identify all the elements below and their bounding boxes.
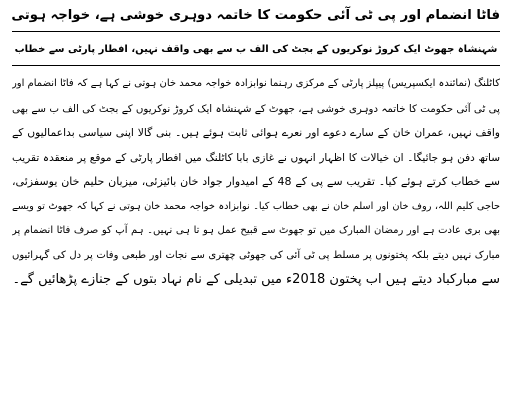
- body-line: پی ٹی آئی حکومت کا خاتمہ دوہری خوشی ہے، جھوٹ کے شہنشاہ ایک کروڑ نوکریوں کے بجٹ کی الف ب سے بھی: [12, 102, 500, 115]
- headline-line-2: شہنشاہ جھوٹ ایک کروڑ نوکریوں کے بجٹ کی الف ب سے بھی واقف نہیں، افطار پارٹی سے خطاب: [14, 44, 498, 55]
- body-line: ساتھ دفن ہو جائیگا۔ ان خیالات کا اظہار انہوں نے غازی بابا کاٹلنگ میں افطار پارٹی کے موقع پر منعقدہ تقریب: [12, 151, 500, 164]
- body-line: کاٹلنگ (نمائندہ ایکسپریس) پیپلز پارٹی کے مرکزی رہنما نوابزادہ خواجہ محمد خان ہوتی نے کہا ہے کہ فاٹا انضمام اور: [12, 78, 500, 89]
- headline-divider-bottom: [12, 65, 500, 66]
- body-line: واقف نہیں، عمران خان کے سارے دعوے اور نعرے ہوائی ثابت ہوئے ہیں۔ بنی گالا اپنی سیاسی بداعمالیوں کے: [12, 126, 500, 139]
- body-line: بھی بری عادت ہے اور رمضان المبارک میں تو جھوٹ سے قبیح عمل ہو تا ہی نہیں۔ ہم آپ کو صرف فاٹا انضمام پر: [12, 225, 500, 236]
- body-line-last: سے مبارکباد دیتے ہیں اب پختون 2018ء میں تبدیلی کے نام نہاد بتوں کے جنازے پڑھائیں گے۔: [12, 272, 500, 287]
- headline-divider: [12, 31, 500, 32]
- headline-line-1: فاٹا انضمام اور پی ٹی آئی حکومت کا خاتمہ دوہری خوشی ہے، خواجہ ہوتی: [11, 8, 500, 23]
- article-body: [12, 72, 500, 293]
- body-line: مبارک نہیں دیتے بلکہ پختونوں پر مسلط پی ٹی آئی کی جھوٹی چھتری سے نجات اور طبعی وفات پر دل کی گہرائیوں: [12, 249, 500, 261]
- body-line: سے خطاب کرتے ہوئے کیا۔ تقریب سے پی کے 48 کے امیدوار جواد خان بائیزئی، میزبان حلیم خان یوسفزئی،: [12, 175, 500, 188]
- body-line: حاجی کلیم اللہ، روف خان اور اسلم خان نے بھی خطاب کیا۔ نوابزادہ خواجہ محمد خان ہوتی نے کہا کہ جھوٹ تو ویسے: [12, 200, 500, 212]
